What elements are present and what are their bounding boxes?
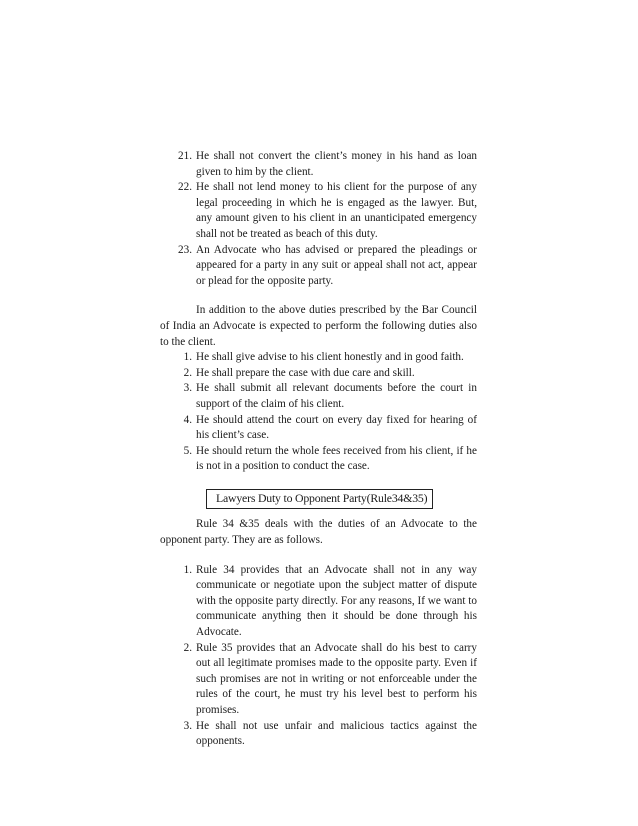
list-item-text: He shall give advise to his client honestly and in good faith. xyxy=(196,351,464,364)
list-item xyxy=(160,719,477,750)
list-item xyxy=(160,641,477,719)
list-item xyxy=(160,350,477,366)
list-item-number: 1. xyxy=(183,351,192,364)
list-item-text: He should attend the court on every day fixed for hearing of his client’s case. xyxy=(196,413,477,442)
list-item-text: He shall not use unfair and malicious tactics against the opponents. xyxy=(196,719,477,748)
spacer xyxy=(160,549,477,563)
list-item xyxy=(160,413,477,444)
list-item xyxy=(160,366,477,382)
list-item xyxy=(160,243,477,290)
list-item-number: 5. xyxy=(183,444,192,457)
section-heading: Lawyers Duty to Opponent Party(Rule34&35) xyxy=(206,489,433,510)
list-item-text: An Advocate who has advised or prepared the pleadings or appeared for a party in any suit or appeal shall not act, appear or plead for the opposite party. xyxy=(196,243,477,287)
list-item-text: He shall submit all relevant documents before the court in support of the claim of his client. xyxy=(196,382,477,410)
list-item xyxy=(160,444,477,475)
paragraph xyxy=(160,303,477,350)
list-item xyxy=(160,180,477,242)
list-item-number: 2. xyxy=(183,366,192,379)
duties-list-continued xyxy=(160,149,477,289)
list-item-text: He shall not lend money to his client for the purpose of any legal proceeding in which he is engaged as the lawyer. But, any amount given to his client in an unanticipated emergency shall not be treated as beach of this duty. xyxy=(196,181,477,240)
paragraph xyxy=(160,517,477,548)
list-item-number: 21. xyxy=(178,150,192,162)
list-item-text: He shall prepare the case with due care and skill. xyxy=(196,366,415,379)
list-item-number: 22. xyxy=(178,181,192,194)
spacer xyxy=(160,289,477,303)
paragraph-text: Rule 34 &35 deals with the duties of an Advocate to the opponent party. They are as follows. xyxy=(160,518,477,547)
list-item-text: He shall not convert the client’s money in his hand as loan given to him by the client. xyxy=(196,150,477,178)
client-duties-list xyxy=(160,350,477,475)
list-item-number: 3. xyxy=(183,719,192,732)
list-item xyxy=(160,149,477,180)
list-item-number: 4. xyxy=(183,413,192,426)
list-item xyxy=(160,381,477,412)
section-heading-wrap xyxy=(160,489,477,510)
list-item-text: Rule 35 provides that an Advocate shall do his best to carry out all legitimate promises made to the opposite party. Even if such promises are not in writing or not enforceable under the rules of the court, he must try his level best to perform his promises. xyxy=(196,641,477,716)
opponent-duties-list xyxy=(160,563,477,750)
paragraph-text: In addition to the above duties prescribed by the Bar Council of India an Advocate is expected to perform the following duties also to the client. xyxy=(160,304,477,348)
list-item-number: 3. xyxy=(183,382,192,395)
list-item-text: Rule 34 provides that an Advocate shall not in any way communicate or negotiate upon the subject matter of dispute with the opposite party directly. For any reasons, If we want to communicate anything then it should be done through his Advocate. xyxy=(196,563,477,639)
document-page xyxy=(160,149,477,750)
list-item-number: 2. xyxy=(183,641,192,654)
list-item-number: 23. xyxy=(178,243,192,256)
list-item-number: 1. xyxy=(183,563,192,576)
list-item-text: He should return the whole fees received from his client, if he is not in a position to conduct the case. xyxy=(196,444,477,473)
list-item xyxy=(160,563,477,641)
